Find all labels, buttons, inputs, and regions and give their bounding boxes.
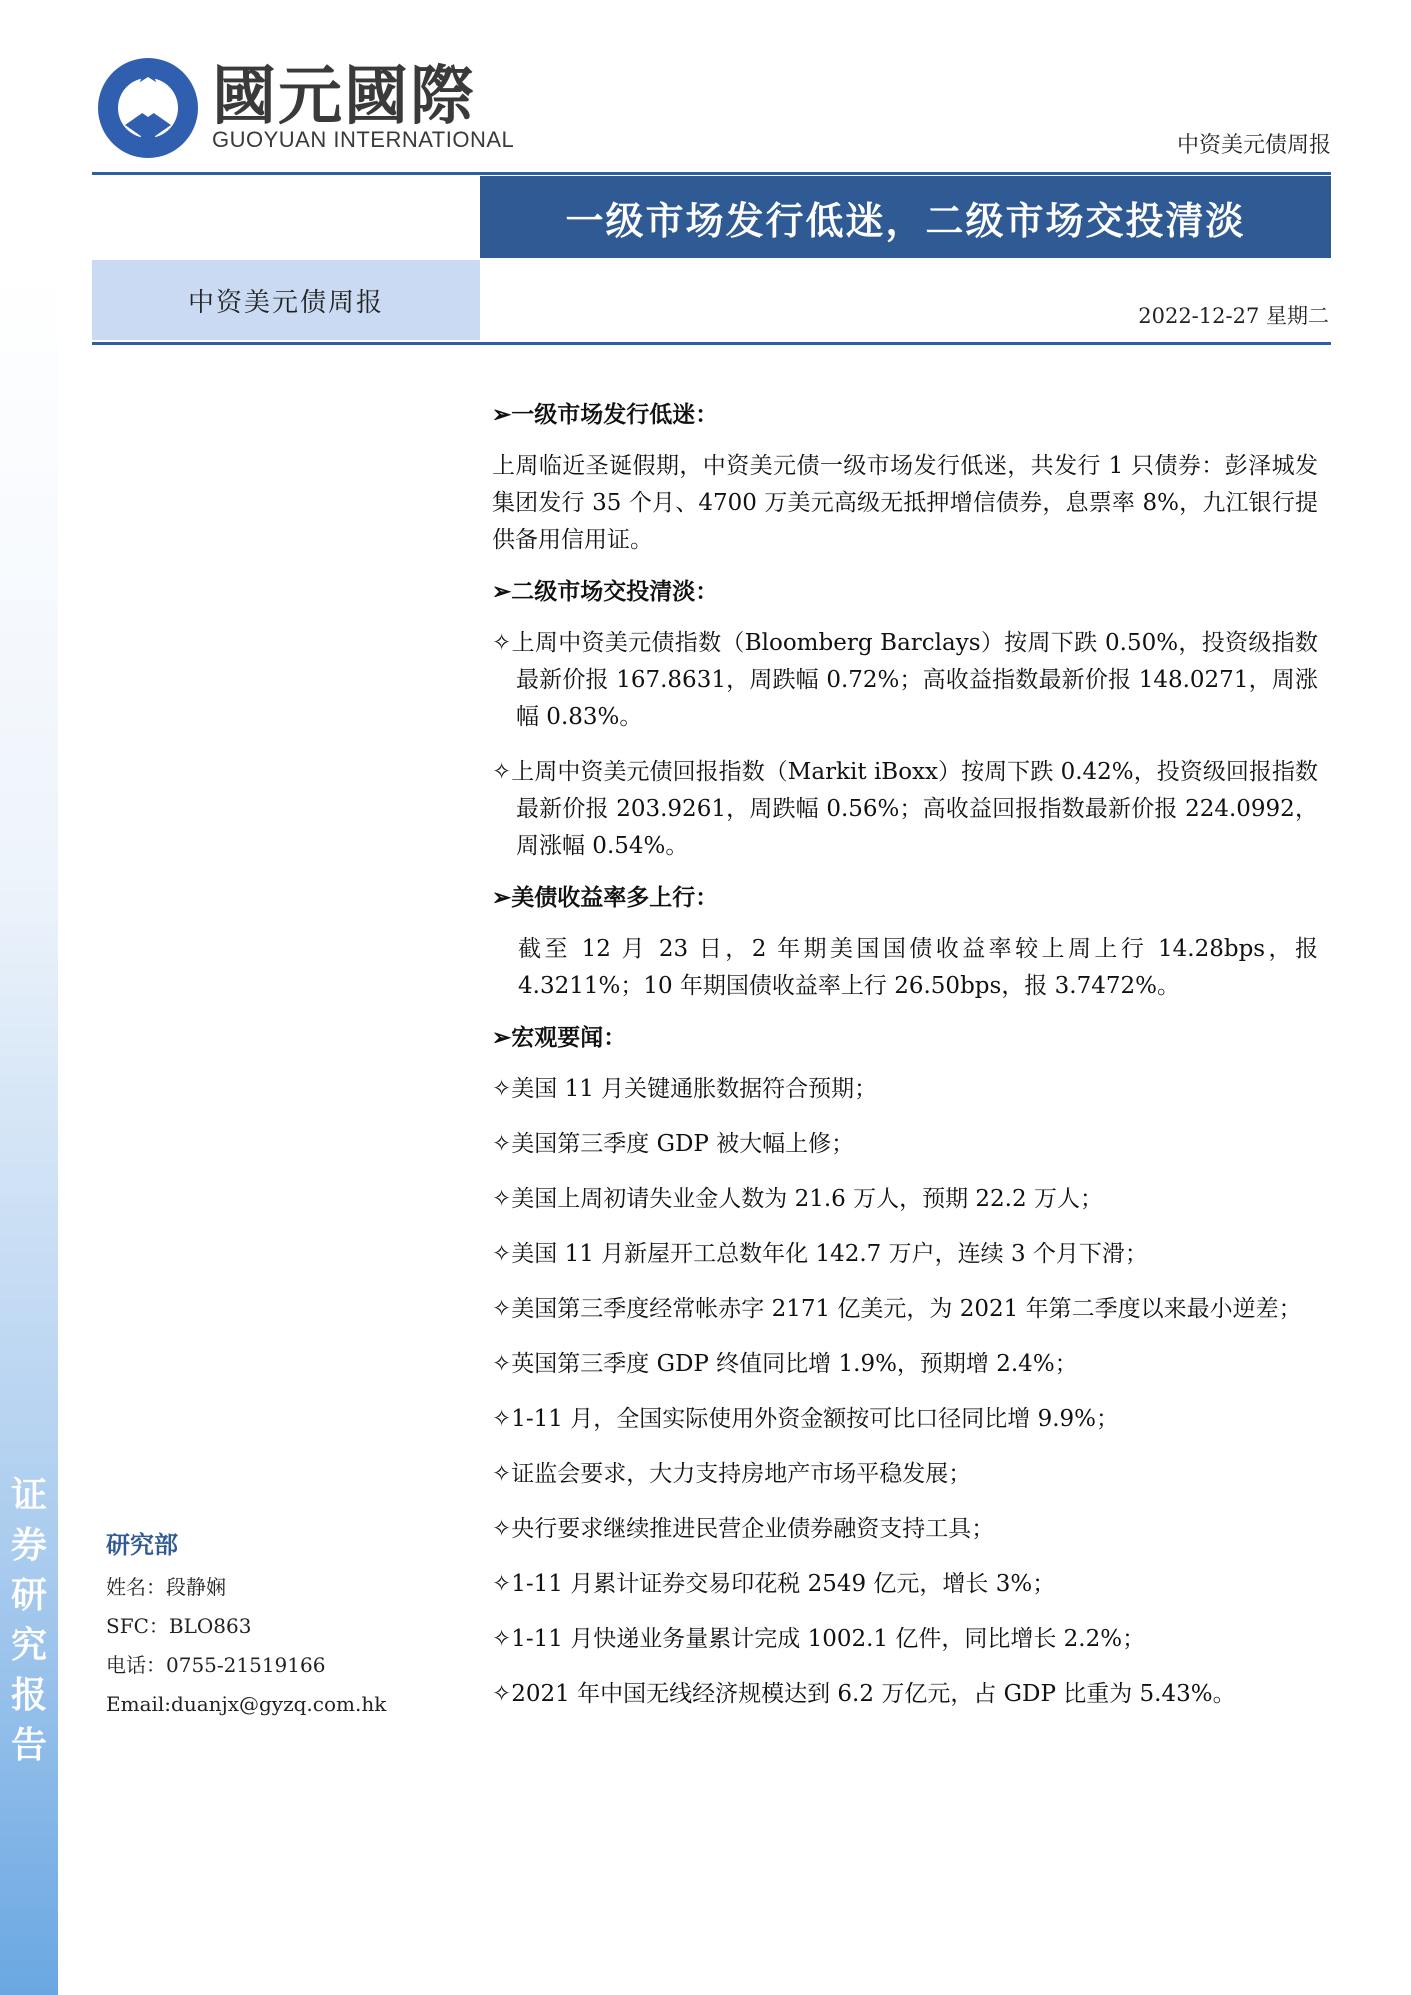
side-label-char: 证 [10,1474,47,1516]
bullet-item: ✧2021 年中国无线经济规模达到 6.2 万亿元，占 GDP 比重为 5.43%。 [492,1681,1236,1707]
report-title: 一级市场发行低迷，二级市场交投清淡 [480,176,1331,258]
side-label-char: 研 [10,1574,47,1616]
logo-english-name: GUOYUAN INTERNATIONAL [212,127,515,152]
paragraph: 截至 12 月 23 日，2 年期美国国债收益率较上周上行 14.28bps，报 4.3211%；10 年期国债收益率上行 26.50bps，报 3.7472%。 [518,936,1318,999]
report-date: 2022-12-27 星期二 [1138,304,1329,328]
analyst-sfc: SFC：BLO863 [106,1614,252,1638]
section-title-macro-news: ➢宏观要闻： [492,1024,627,1051]
analyst-email: Email:duanjx@gyzq.com.hk [106,1692,387,1716]
bullet-item: ✧上周中资美元债回报指数（Markit iBoxx）按周下跌 0.42%，投资级回报指数最新价报 203.9261，周跌幅 0.56%；高收益回报指数最新价报 224.0992，周涨幅 0.54%。 [492,759,1318,859]
side-label-char: 告 [10,1724,47,1766]
logo-chinese-name: 國元國際 [212,60,476,134]
bullet-item: ✧上周中资美元债指数（Bloomberg Barclays）按周下跌 0.50%，投资级指数最新价报 167.8631，周跌幅 0.72%；高收益指数最新价报 148.0271，周涨幅 0.83%。 [492,630,1318,730]
side-label [6,1470,52,1770]
bullet-item: ✧证监会要求，大力支持房地产市场平稳发展； [492,1461,972,1487]
bullet-item: ✧央行要求继续推进民营企业债券融资支持工具； [492,1516,995,1542]
top-divider [92,172,1331,175]
section-title-treasury-yields: ➢美债收益率多上行： [492,884,719,911]
report-type-label: 中资美元债周报 [1176,133,1331,158]
bullet-item: ✧1-11 月，全国实际使用外资金额按可比口径同比增 9.9%； [492,1406,1119,1432]
date-divider [92,342,1331,345]
logo-mark-icon [95,55,201,161]
side-label-char: 报 [10,1674,47,1716]
side-label-char: 券 [10,1524,47,1566]
bullet-item: ✧1-11 月累计证券交易印花税 2549 亿元，增长 3%； [492,1571,1056,1597]
company-logo [95,55,515,165]
analyst-phone: 电话：0755-21519166 [106,1653,326,1677]
report-subtitle: 中资美元债周报 [92,260,480,340]
analyst-contact [106,1525,446,1724]
side-label-char: 究 [10,1624,47,1666]
bullet-item: ✧美国 11 月新屋开工总数年化 142.7 万户，连续 3 个月下滑； [492,1241,1148,1267]
bullet-item: ✧美国第三季度经常帐赤字 2171 亿美元，为 2021 年第二季度以来最小逆差； [492,1296,1302,1322]
bullet-item: ✧美国第三季度 GDP 被大幅上修； [492,1131,855,1157]
bullet-item: ✧英国第三季度 GDP 终值同比增 1.9%，预期增 2.4%； [492,1351,1078,1377]
bullet-item: ✧美国 11 月关键通胀数据符合预期； [492,1076,878,1102]
bullet-item: ✧美国上周初请失业金人数为 21.6 万人，预期 22.2 万人； [492,1186,1103,1212]
report-body [492,400,1318,1731]
analyst-name: 姓名：段静娴 [106,1575,226,1599]
department-label: 研究部 [106,1530,178,1559]
bullet-item: ✧1-11 月快递业务量累计完成 1002.1 亿件，同比增长 2.2%； [492,1626,1146,1652]
paragraph: 上周临近圣诞假期，中资美元债一级市场发行低迷，共发行 1 只债券：彭泽城发集团发行 35 个月、4700 万美元高级无抵押增信债券，息票率 8%，九江银行提供备用信用证。 [492,453,1318,553]
section-title-secondary-market: ➢二级市场交投清淡： [492,578,719,605]
section-title-primary-market: ➢一级市场发行低迷： [492,401,719,428]
